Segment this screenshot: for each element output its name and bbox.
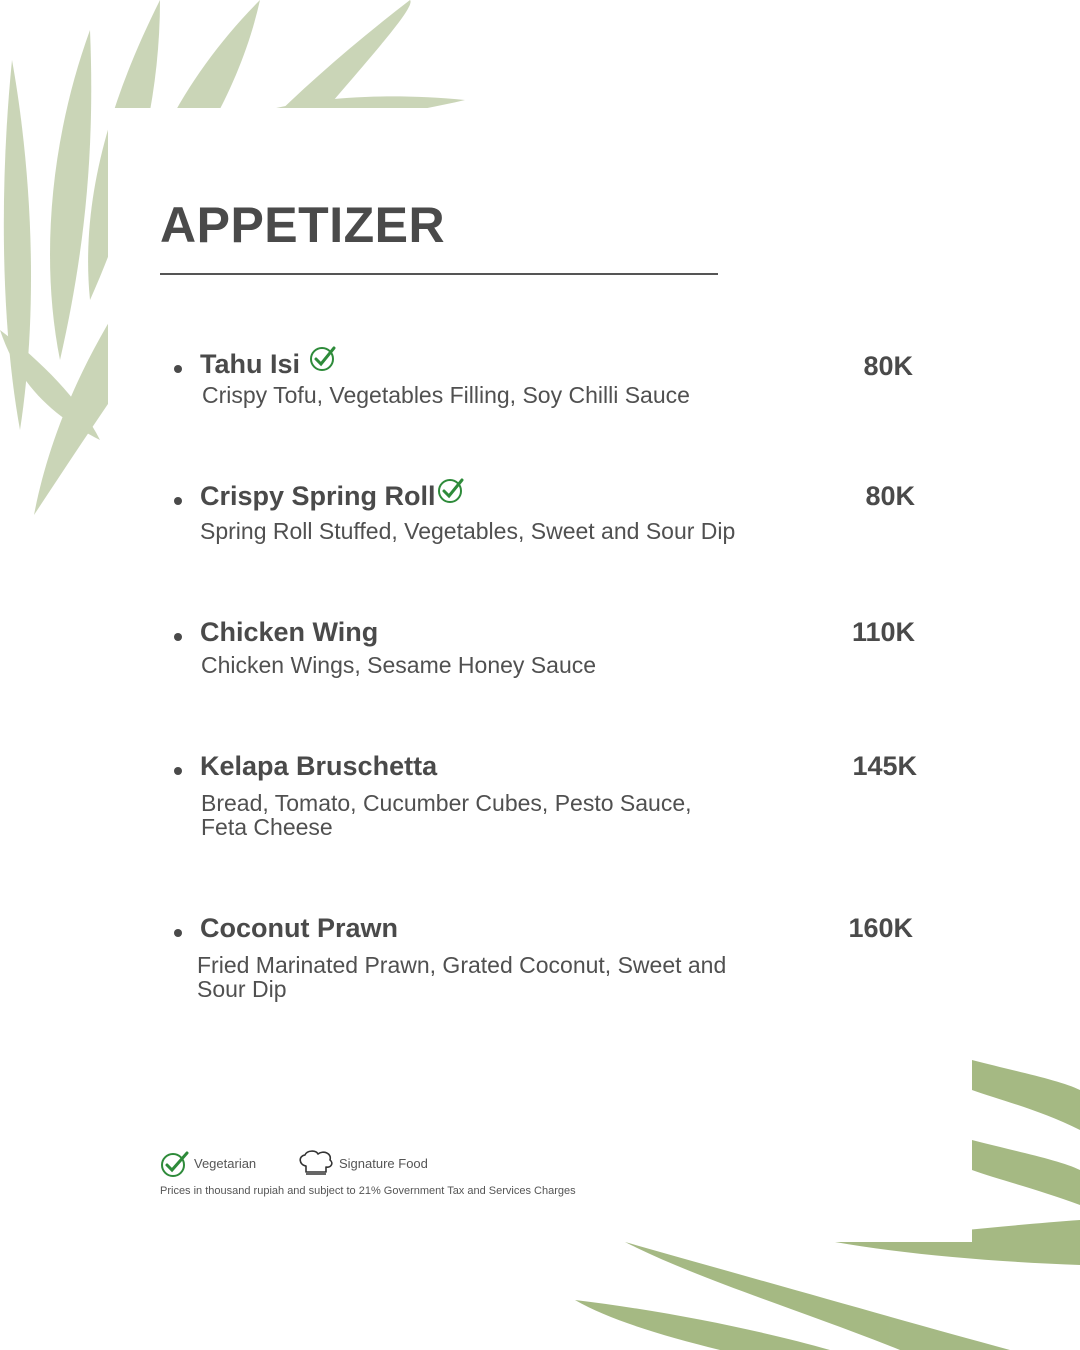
section-title: APPETIZER: [160, 197, 446, 253]
item-price: 145K: [852, 751, 917, 781]
item-price: 80K: [865, 481, 915, 511]
item-price: 80K: [863, 351, 913, 381]
signature-legend-label: Signature Food: [339, 1156, 428, 1171]
bullet: [174, 633, 182, 641]
price-footnote: Prices in thousand rupiah and subject to 21% Government Tax and Services Charges: [160, 1185, 576, 1197]
vegetarian-legend-icon: [160, 1150, 190, 1178]
item-description: Bread, Tomato, Cucumber Cubes, Pesto Sauce, Feta Cheese: [201, 790, 692, 840]
item-name: Crispy Spring Roll: [200, 481, 436, 511]
item-price: 160K: [848, 913, 913, 943]
bullet: [174, 497, 182, 505]
vegetarian-legend-label: Vegetarian: [194, 1156, 257, 1171]
item-price: 110K: [851, 617, 915, 647]
item-description: Spring Roll Stuffed, Vegetables, Sweet and Sour Dip: [200, 518, 736, 544]
item-description: Fried Marinated Prawn, Grated Coconut, Sweet and Sour Dip: [197, 952, 727, 1002]
menu-card: [108, 108, 972, 1242]
item-name: Tahu Isi: [200, 349, 301, 379]
title-divider: [160, 273, 718, 275]
item-name: Coconut Prawn: [200, 913, 399, 943]
legend: [160, 1150, 760, 1180]
bullet: [174, 365, 182, 373]
bullet: [174, 929, 182, 937]
chef-hat-icon: [296, 1150, 336, 1178]
item-description: Crispy Tofu, Vegetables Filling, Soy Chilli Sauce: [202, 382, 690, 408]
vegetarian-icon: [308, 343, 338, 373]
item-description: Chicken Wings, Sesame Honey Sauce: [201, 652, 597, 678]
bullet: [174, 767, 182, 775]
vegetarian-icon: [436, 475, 466, 505]
item-name: Chicken Wing: [200, 617, 379, 647]
item-name: Kelapa Bruschetta: [200, 751, 438, 781]
